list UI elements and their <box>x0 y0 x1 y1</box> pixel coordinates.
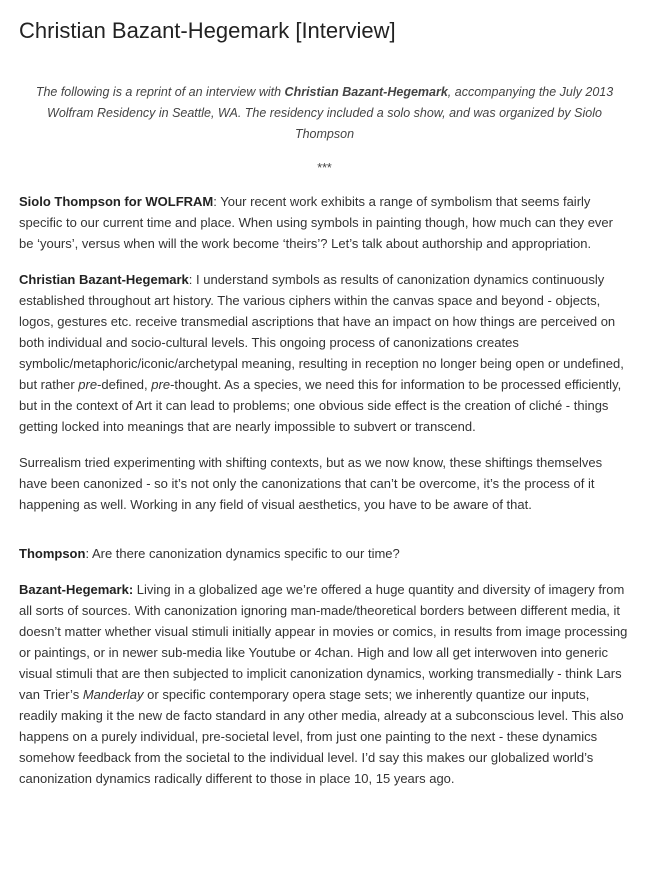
paragraph-text: : I understand symbols as results of canonization dynamics continuously established throughout art history. The various ciphers within the canvas space and beyond - objects, logos, gestures etc. receive transmedial ascriptions that have an impact on how things are perceived on both individual and socio-cultural levels. This ongoing process of canonizations creates symbolic/metaphoric/iconic/archetypal meaning, resulting in reception no longer being open or undefined, but rather <box>19 272 624 392</box>
emphasis-text: pre <box>78 377 98 392</box>
question-paragraph <box>19 543 630 564</box>
speaker-name: Bazant-Hegemark: <box>19 582 134 597</box>
intro-text: , accompanying the July 2013 Wolfram Residency in Seattle, WA. The residency included a solo show, and was organized by Siolo Thompson <box>47 85 614 141</box>
paragraph-text: : Your recent work exhibits a range of symbolism that seems fairly specific to our current time and place. When using symbols in painting though, how much can they ever be ‘yours’, versus when will the work become ‘theirs’? Let’s talk about authorship and appropriation. <box>19 194 613 251</box>
intro-text: The following is a reprint of an interview with <box>35 85 285 99</box>
intro-name: Christian Bazant-Hegemark <box>284 85 448 99</box>
paragraph-text: -thought. As a species, we need this for information to be processed efficiently, but in the context of Art it can lead to problems; one obvious side effect is the creation of cliché - things getting locked into meanings that are nearly impossible to subvert or transcend. <box>19 377 622 434</box>
intro-paragraph <box>19 82 630 145</box>
emphasis-text: Manderlay <box>82 687 144 702</box>
speaker-name: Thompson <box>19 546 86 561</box>
paragraph-text: or specific contemporary opera stage sets; we inherently quantize our inputs, readily making it the new de facto standard in any other media, already at a subconscious level. This also happens on a purely individual, pre-societal level, from just one painting to the next - these dynamics somehow feedback from the societal to the individual level. I’d say this makes our globalized world’s canonization dynamics radically different to those in place 10, 15 years ago. <box>19 687 624 786</box>
answer-paragraph <box>19 269 630 437</box>
answer-paragraph <box>19 452 630 515</box>
page-title: Christian Bazant-Hegemark [Interview] <box>19 18 396 43</box>
paragraph-text: Living in a globalized age we’re offered a huge quantity and diversity of imagery from all sorts of sources. With canonization ignoring man-made/theoretical borders between different media, it doesn’t matter whether visual stimuli initially appear in movies or comics, in results from image processing or paintings, or in newer sub-media like Youtube or 4chan. High and low all get interwoven into generic visual stimuli that are then subjected to implicit canonization dynamics, working transmedially - think Lars van Trier’s <box>19 582 628 702</box>
section-separator: *** <box>317 161 332 175</box>
answer-paragraph <box>19 579 630 789</box>
paragraph-text: -defined, <box>97 377 152 392</box>
article <box>19 0 630 789</box>
question-paragraph <box>19 191 630 254</box>
emphasis-text: pre <box>151 377 171 392</box>
speaker-name: Christian Bazant-Hegemark <box>19 272 189 287</box>
paragraph-text: Surrealism tried experimenting with shifting contexts, but as we now know, these shiftings themselves have been canonized - so it’s not only the canonizations that can’t be overcome, it’s the process of it happening as well. Working in any field of visual aesthetics, you have to be aware of that. <box>19 455 603 512</box>
speaker-name: Siolo Thompson for WOLFRAM <box>19 194 214 209</box>
paragraph-text: : Are there canonization dynamics specific to our time? <box>85 546 400 561</box>
